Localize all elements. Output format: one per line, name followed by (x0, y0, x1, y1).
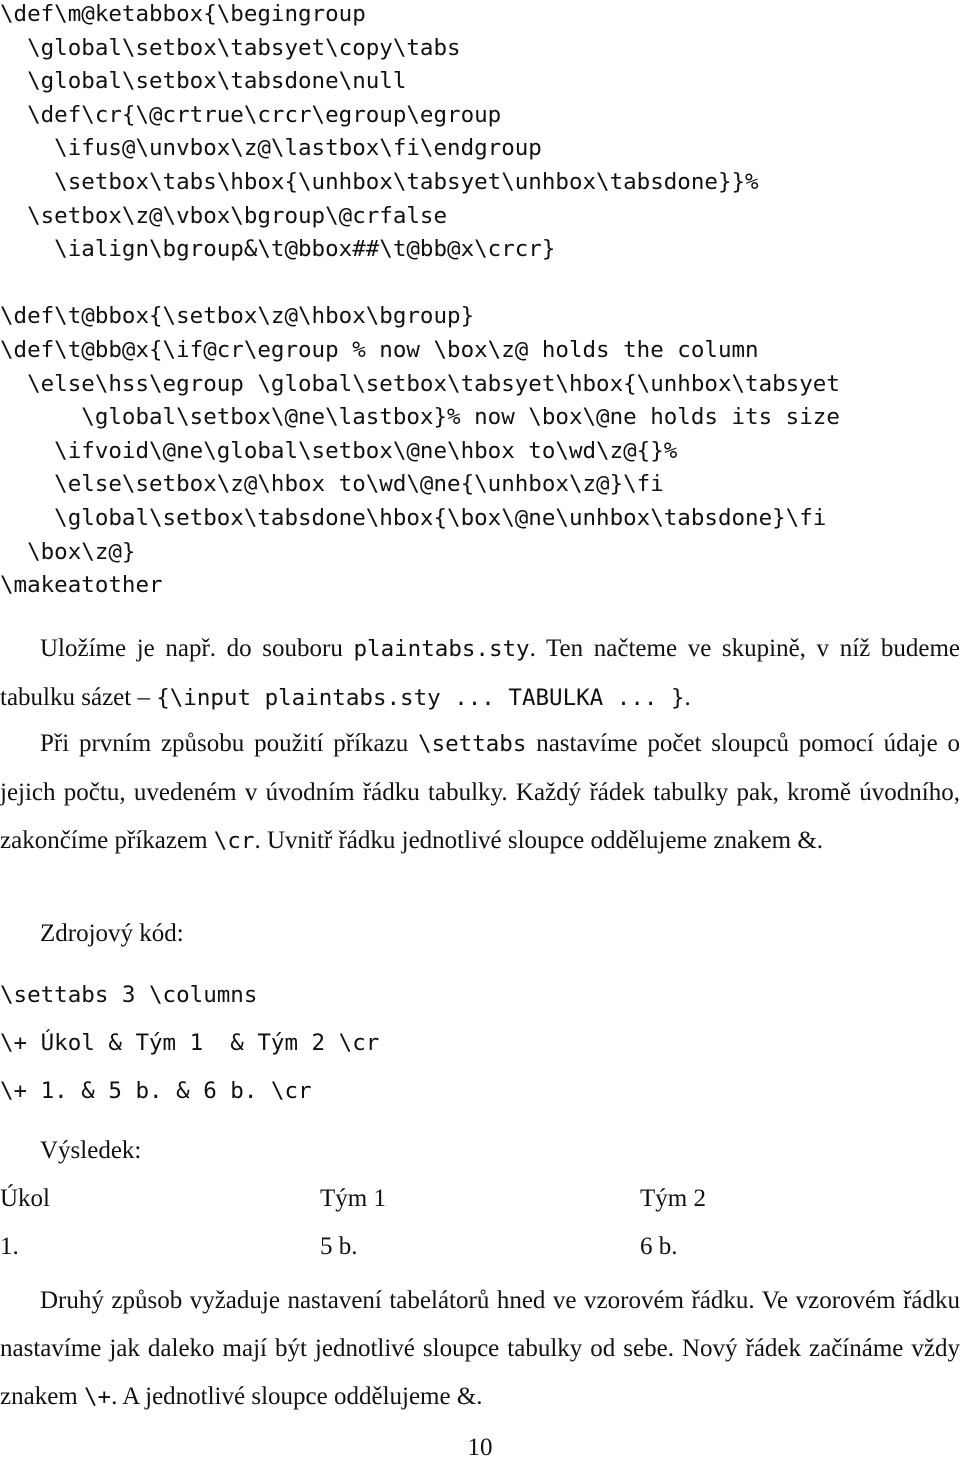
code-line: \def\cr{\@crtrue\crcr\egroup\egroup (0, 101, 502, 128)
table-header-cell: Tým 1 (320, 1185, 386, 1212)
code-line: \box\z@} (0, 538, 136, 565)
inline-code: \cr (213, 827, 255, 854)
code-line: \ifvoid\@ne\global\setbox\@ne\hbox to\wd\z@{}% (0, 437, 678, 464)
text-run: nastavíme počet sloupců pomocí údaje o jejich počtu, uvedeném v úvodním řádku tabulky. Každý řádek tabulky pak, kromě úvodního, zakončíme příkazem (0, 730, 960, 854)
table-cell: 1. (0, 1233, 19, 1260)
table-header-cell: Úkol (0, 1185, 50, 1212)
text-run: Uložíme je např. do souboru (40, 635, 354, 662)
code-line: \global\setbox\@ne\lastbox}% now \box\@ne holds its size (0, 404, 840, 431)
paragraph-intro (0, 625, 960, 723)
table-header-cell: Tým 2 (640, 1185, 706, 1212)
code-line: \setbox\z@\vbox\bgroup\@crfalse (0, 202, 448, 229)
text-run: . Uvnitř řádku jednotlivé sloupce oddělujeme znakem &. (254, 826, 824, 854)
source-line: \+ 1. & 5 b. & 6 b. \cr (0, 1078, 312, 1104)
text-run: . A jednotlivé sloupce oddělujeme &. (111, 1382, 483, 1410)
inline-code: \+ (83, 1383, 112, 1410)
inline-code: {\input plaintabs.sty ... TABULKA ... } (156, 684, 685, 711)
source-line: \+ Úkol & Tým 1 & Tým 2 \cr (0, 1030, 380, 1056)
table-cell: 6 b. (640, 1233, 678, 1260)
code-line: \else\hss\egroup \global\setbox\tabsyet\hbox{\unhbox\tabsyet (0, 370, 840, 397)
code-line: \setbox\tabs\hbox{\unhbox\tabsyet\unhbox\tabsdone}}% (0, 169, 759, 195)
text-run: . (684, 683, 691, 711)
paragraph-settabs (0, 720, 960, 865)
code-line: \makeatother (0, 572, 163, 599)
text-run: Při prvním způsobu použití příkazu (40, 730, 419, 757)
code-line: \global\setbox\tabsdone\null (0, 68, 407, 95)
code-line: \ifus@\unvbox\z@\lastbox\fi\endgroup (0, 135, 542, 162)
page-number: 10 (467, 1434, 493, 1461)
inline-code: plaintabs.sty (353, 636, 530, 662)
code-line: \def\t@bb@x{\if@cr\egroup % now \box\z@ holds the column (0, 337, 759, 363)
source-label: Zdrojový kód: (40, 920, 184, 947)
source-line: \settabs 3 \columns (0, 982, 258, 1008)
inline-code: \settabs (418, 731, 527, 757)
code-line: \def\m@ketabbox{\begingroup (0, 1, 366, 27)
code-line: \ialign\bgroup&\t@bbox##\t@bb@x\crcr} (0, 236, 556, 263)
text-run: Druhý způsob vyžaduje nastavení tabelátorů hned ve vzorovém řádku. Ve vzorovém řádku nastavíme jak daleko mají být jednotlivé sloupce tabulky od sebe. Nový řádek začínáme vždy znakem (0, 1287, 960, 1410)
table-cell: 5 b. (320, 1233, 358, 1260)
code-line: \global\setbox\tabsyet\copy\tabs (0, 34, 461, 61)
result-label: Výsledek: (40, 1137, 142, 1164)
code-line: \def\t@bbox{\setbox\z@\hbox\bgroup} (0, 303, 475, 330)
paragraph-second-method (0, 1277, 960, 1421)
code-line: \global\setbox\tabsdone\hbox{\box\@ne\unhbox\tabsdone}\fi (0, 505, 827, 531)
text-run: . Ten načteme ve skupině, v níž budeme tabulku sázet – (0, 635, 960, 711)
code-line: \else\setbox\z@\hbox to\wd\@ne{\unhbox\z@}\fi (0, 471, 664, 498)
